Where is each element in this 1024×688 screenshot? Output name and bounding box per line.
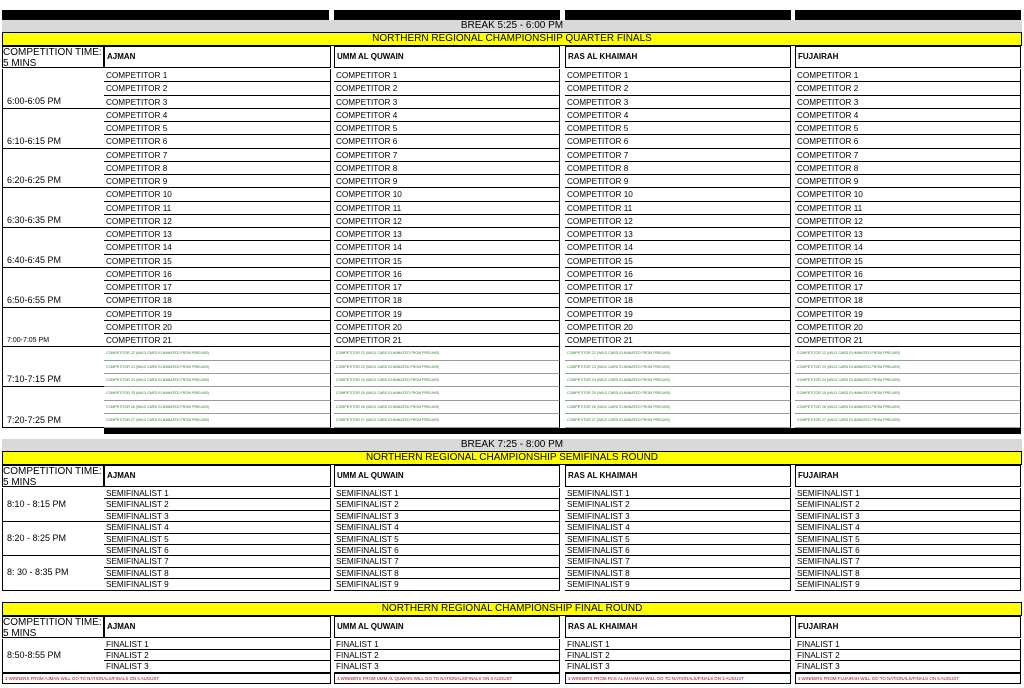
wildcard-competitor-cell: COMPETITOR 24 (WILD CARD ELIMINATED FROM PRELIMS): [334, 374, 560, 387]
time-slot-label: 6:10-6:15 PM: [7, 135, 62, 146]
top-bar: [334, 10, 560, 20]
semifinalist-cell: SEMIFINALIST 2: [104, 499, 331, 510]
semifinalist-cell: SEMIFINALIST 8: [104, 568, 331, 579]
finalist-cell: FINALIST 2: [795, 650, 1021, 661]
venue-header-qf-2: RAS AL KHAIMAH: [565, 46, 791, 68]
top-bar: [2, 10, 329, 20]
semifinalist-cell: SEMIFINALIST 3: [565, 511, 791, 522]
quarter-bottom-bar: [104, 428, 1021, 434]
semifinalist-cell: SEMIFINALIST 1: [565, 488, 791, 499]
time-slot-quarter: [2, 109, 104, 149]
competitor-cell: COMPETITOR 20: [795, 321, 1021, 334]
section-title-final: NORTHERN REGIONAL CHAMPIONSHIP FINAL ROUND: [2, 602, 1022, 616]
finalist-cell: FINALIST 1: [565, 639, 791, 650]
semifinalist-cell: SEMIFINALIST 4: [104, 522, 331, 533]
competitor-cell: COMPETITOR 5: [104, 122, 331, 135]
competitor-cell: COMPETITOR 7: [795, 149, 1021, 162]
time-slot-label: 6:00-6:05 PM: [7, 95, 62, 106]
competitor-cell: COMPETITOR 10: [565, 188, 791, 201]
semifinalist-cell: SEMIFINALIST 6: [795, 545, 1021, 556]
finalist-cell: FINALIST 1: [795, 639, 1021, 650]
semifinalist-cell: SEMIFINALIST 2: [565, 499, 791, 510]
competitor-cell: COMPETITOR 19: [565, 308, 791, 321]
competitor-cell: COMPETITOR 10: [795, 188, 1021, 201]
competitor-cell: COMPETITOR 6: [565, 135, 791, 148]
time-slot-label: 6:40-6:45 PM: [7, 254, 62, 265]
nationals-note: 3 WINNERS FROM RAS AL KHAIMAH WILL GO TO NATIONALS/FINALS ON 3 AUGUST: [565, 673, 791, 684]
competition-time-value: 5 MINS: [3, 628, 37, 638]
competitor-cell: COMPETITOR 21: [334, 334, 560, 347]
time-slot-quarter: [2, 149, 104, 189]
competitor-cell: COMPETITOR 9: [795, 175, 1021, 188]
semifinalist-cell: SEMIFINALIST 7: [795, 556, 1021, 567]
competitor-cell: COMPETITOR 6: [795, 135, 1021, 148]
time-slot-semi: [2, 522, 104, 556]
semifinalist-cell: SEMIFINALIST 2: [795, 499, 1021, 510]
competitor-cell: COMPETITOR 17: [104, 281, 331, 294]
wildcard-competitor-cell: COMPETITOR 26 (WILD CARD ELIMINATED FROM PRELIMS): [334, 401, 560, 414]
competitor-cell: COMPETITOR 16: [795, 268, 1021, 281]
time-slot-label: 7:20-7:25 PM: [7, 414, 62, 425]
competition-time-value: 5 MINS: [3, 58, 37, 68]
time-slot-label: 7:00-7:05 PM: [7, 337, 50, 345]
semifinalist-cell: SEMIFINALIST 9: [565, 579, 791, 590]
semifinalist-cell: SEMIFINALIST 5: [565, 534, 791, 545]
venue-header-sf-1: UMM AL QUWAIN: [334, 465, 560, 487]
venue-header-sf-3: FUJAIRAH: [795, 465, 1021, 487]
competition-time-text: COMPETITION TIME:: [3, 617, 102, 628]
wildcard-competitor-cell: COMPETITOR 23 (WILD CARD ELIMINATED FROM PRELIMS): [104, 361, 331, 374]
wildcard-competitor-cell: COMPETITOR 25 (WILD CARD ELIMINATED FROM PRELIMS): [104, 387, 331, 400]
semifinalist-cell: SEMIFINALIST 4: [334, 522, 560, 533]
wildcard-competitor-cell: COMPETITOR 27 (WILD CARD ELIMINATED FROM PRELIMS): [334, 414, 560, 427]
competitor-cell: COMPETITOR 4: [565, 109, 791, 122]
competitor-cell: COMPETITOR 18: [104, 294, 331, 307]
competitor-cell: COMPETITOR 21: [565, 334, 791, 347]
wildcard-competitor-cell: COMPETITOR 26 (WILD CARD ELIMINATED FROM PRELIMS): [565, 401, 791, 414]
competitor-cell: COMPETITOR 7: [565, 149, 791, 162]
time-slot-label: 6:50-6:55 PM: [7, 294, 62, 305]
finalist-cell: FINALIST 2: [104, 650, 331, 661]
competitor-cell: COMPETITOR 3: [104, 96, 331, 109]
wildcard-competitor-cell: COMPETITOR 25 (WILD CARD ELIMINATED FROM PRELIMS): [565, 387, 791, 400]
finalist-cell: FINALIST 1: [104, 639, 331, 650]
competitor-cell: COMPETITOR 19: [104, 308, 331, 321]
competitor-cell: COMPETITOR 16: [334, 268, 560, 281]
semifinalist-cell: SEMIFINALIST 7: [104, 556, 331, 567]
competitor-cell: COMPETITOR 8: [334, 162, 560, 175]
wildcard-competitor-cell: COMPETITOR 25 (WILD CARD ELIMINATED FROM PRELIMS): [334, 387, 560, 400]
semifinalist-cell: SEMIFINALIST 4: [565, 522, 791, 533]
nationals-note: 3 WINNERS FROM UMM AL QUWAIN WILL GO TO NATIONALS/FINALS ON 3 AUGUST: [334, 673, 560, 684]
competitor-cell: COMPETITOR 15: [565, 255, 791, 268]
competitor-cell: COMPETITOR 17: [565, 281, 791, 294]
competitor-cell: COMPETITOR 12: [334, 215, 560, 228]
competitor-cell: COMPETITOR 2: [565, 82, 791, 95]
competitor-cell: COMPETITOR 21: [104, 334, 331, 347]
semifinalist-cell: SEMIFINALIST 3: [104, 511, 331, 522]
competitor-cell: COMPETITOR 5: [565, 122, 791, 135]
time-slot-final: [2, 639, 104, 673]
competitor-cell: COMPETITOR 4: [104, 109, 331, 122]
wildcard-competitor-cell: COMPETITOR 22 (WILD CARD ELIMINATED FROM PRELIMS): [795, 347, 1021, 360]
time-slot-label: 6:20-6:25 PM: [7, 175, 62, 186]
competitor-cell: COMPETITOR 6: [104, 135, 331, 148]
competitor-cell: COMPETITOR 4: [334, 109, 560, 122]
time-slot-quarter: [2, 69, 104, 109]
wildcard-competitor-cell: COMPETITOR 25 (WILD CARD ELIMINATED FROM PRELIMS): [795, 387, 1021, 400]
competitor-cell: COMPETITOR 17: [795, 281, 1021, 294]
semifinalist-cell: SEMIFINALIST 1: [104, 488, 331, 499]
semifinalist-cell: SEMIFINALIST 8: [334, 568, 560, 579]
competitor-cell: COMPETITOR 15: [795, 255, 1021, 268]
competitor-cell: COMPETITOR 2: [795, 82, 1021, 95]
competitor-cell: COMPETITOR 12: [795, 215, 1021, 228]
top-bar: [795, 10, 1021, 20]
wildcard-competitor-cell: COMPETITOR 27 (WILD CARD ELIMINATED FROM PRELIMS): [104, 414, 331, 427]
competition-time-value: 5 MINS: [3, 477, 37, 487]
competitor-cell: COMPETITOR 3: [565, 96, 791, 109]
competitor-cell: COMPETITOR 18: [795, 294, 1021, 307]
section-title-quarter-finals: NORTHERN REGIONAL CHAMPIONSHIP QUARTER FINALS: [2, 32, 1022, 46]
time-slot-label: 8:10 - 8:15 PM: [7, 499, 67, 509]
finalist-cell: FINALIST 3: [104, 661, 331, 672]
wildcard-competitor-cell: COMPETITOR 22 (WILD CARD ELIMINATED FROM PRELIMS): [334, 347, 560, 360]
semifinalist-cell: SEMIFINALIST 4: [795, 522, 1021, 533]
semifinalist-cell: SEMIFINALIST 6: [334, 545, 560, 556]
venue-header-qf-1: UMM AL QUWAIN: [334, 46, 560, 68]
competition-time-label: [2, 465, 104, 487]
competitor-cell: COMPETITOR 20: [334, 321, 560, 334]
competitor-cell: COMPETITOR 14: [104, 241, 331, 254]
semifinalist-cell: SEMIFINALIST 9: [104, 579, 331, 590]
competitor-cell: COMPETITOR 9: [565, 175, 791, 188]
semifinalist-cell: SEMIFINALIST 8: [795, 568, 1021, 579]
competitor-cell: COMPETITOR 19: [334, 308, 560, 321]
finalist-cell: FINALIST 3: [795, 661, 1021, 672]
venue-header-fn-0: AJMAN: [104, 616, 331, 638]
semifinalist-cell: SEMIFINALIST 1: [334, 488, 560, 499]
venue-header-sf-2: RAS AL KHAIMAH: [565, 465, 791, 487]
finalist-cell: FINALIST 2: [334, 650, 560, 661]
time-slot-label: 8: 30 - 8:35 PM: [7, 567, 69, 578]
venue-header-fn-3: FUJAIRAH: [795, 616, 1021, 638]
semifinalist-cell: SEMIFINALIST 5: [334, 534, 560, 545]
semifinalist-cell: SEMIFINALIST 9: [795, 579, 1021, 590]
competitor-cell: COMPETITOR 3: [795, 96, 1021, 109]
competitor-cell: COMPETITOR 7: [334, 149, 560, 162]
competitor-cell: COMPETITOR 20: [565, 321, 791, 334]
competitor-cell: COMPETITOR 15: [334, 255, 560, 268]
competitor-cell: COMPETITOR 1: [795, 69, 1021, 82]
competitor-cell: COMPETITOR 8: [104, 162, 331, 175]
break-banner: BREAK 5:25 - 6:00 PM: [2, 20, 1022, 32]
competitor-cell: COMPETITOR 6: [334, 135, 560, 148]
competitor-cell: COMPETITOR 7: [104, 149, 331, 162]
competitor-cell: COMPETITOR 19: [795, 308, 1021, 321]
venue-header-qf-0: AJMAN: [104, 46, 331, 68]
competitor-cell: COMPETITOR 5: [795, 122, 1021, 135]
semifinalist-cell: SEMIFINALIST 6: [565, 545, 791, 556]
competitor-cell: COMPETITOR 12: [104, 215, 331, 228]
wildcard-competitor-cell: COMPETITOR 22 (WILD CARD ELIMINATED FROM PRELIMS): [565, 347, 791, 360]
competitor-cell: COMPETITOR 9: [104, 175, 331, 188]
competitor-cell: COMPETITOR 1: [104, 69, 331, 82]
nationals-note: 3 WINNERS FROM FUJAIRAH WILL GO TO NATIONALS/FINALS ON 3 AUGUST: [795, 673, 1021, 684]
competitor-cell: COMPETITOR 13: [334, 228, 560, 241]
time-slot-semi: [2, 488, 104, 522]
time-slot-label: 8:50-8:55 PM: [7, 650, 62, 660]
competitor-cell: COMPETITOR 2: [104, 82, 331, 95]
semifinalist-cell: SEMIFINALIST 5: [795, 534, 1021, 545]
semifinalist-cell: SEMIFINALIST 2: [334, 499, 560, 510]
competitor-cell: COMPETITOR 17: [334, 281, 560, 294]
competitor-cell: COMPETITOR 5: [334, 122, 560, 135]
competition-time-label: [2, 616, 104, 638]
nationals-note: 3 WINNERS FROM AJMAN WILL GO TO NATIONALS/FINALS ON 3 AUGUST: [2, 673, 331, 684]
wildcard-competitor-cell: COMPETITOR 24 (WILD CARD ELIMINATED FROM PRELIMS): [795, 374, 1021, 387]
time-slot-quarter: [2, 228, 104, 268]
semifinalist-cell: SEMIFINALIST 1: [795, 488, 1021, 499]
competition-time-label: [2, 46, 104, 68]
time-slot-label: 8:20 - 8:25 PM: [7, 533, 67, 544]
competitor-cell: COMPETITOR 1: [334, 69, 560, 82]
competitor-cell: COMPETITOR 14: [334, 241, 560, 254]
competitor-cell: COMPETITOR 18: [565, 294, 791, 307]
wildcard-competitor-cell: COMPETITOR 26 (WILD CARD ELIMINATED FROM PRELIMS): [795, 401, 1021, 414]
time-slot-quarter: [2, 268, 104, 308]
competitor-cell: COMPETITOR 3: [334, 96, 560, 109]
competitor-cell: COMPETITOR 9: [334, 175, 560, 188]
competitor-cell: COMPETITOR 13: [565, 228, 791, 241]
wildcard-competitor-cell: COMPETITOR 24 (WILD CARD ELIMINATED FROM PRELIMS): [104, 374, 331, 387]
competitor-cell: COMPETITOR 14: [795, 241, 1021, 254]
competitor-cell: COMPETITOR 4: [795, 109, 1021, 122]
competitor-cell: COMPETITOR 13: [104, 228, 331, 241]
semifinalist-cell: SEMIFINALIST 8: [565, 568, 791, 579]
wildcard-competitor-cell: COMPETITOR 23 (WILD CARD ELIMINATED FROM PRELIMS): [334, 361, 560, 374]
semifinalist-cell: SEMIFINALIST 6: [104, 545, 331, 556]
wildcard-competitor-cell: COMPETITOR 23 (WILD CARD ELIMINATED FROM PRELIMS): [565, 361, 791, 374]
wildcard-competitor-cell: COMPETITOR 26 (WILD CARD ELIMINATED FROM PRELIMS): [104, 401, 331, 414]
competitor-cell: COMPETITOR 11: [334, 202, 560, 215]
semifinalist-cell: SEMIFINALIST 9: [334, 579, 560, 590]
time-slot-label: 6:30-6:35 PM: [7, 215, 62, 225]
time-slot-quarter: [2, 387, 104, 427]
semifinalist-cell: SEMIFINALIST 5: [104, 534, 331, 545]
competitor-cell: COMPETITOR 15: [104, 255, 331, 268]
top-bar: [565, 10, 791, 20]
competitor-cell: COMPETITOR 13: [795, 228, 1021, 241]
competition-time-text: COMPETITION TIME:: [3, 47, 102, 58]
time-slot-label: 7:10-7:15 PM: [7, 374, 62, 385]
time-slot-semi: [2, 556, 104, 590]
semifinalist-cell: SEMIFINALIST 3: [334, 511, 560, 522]
competitor-cell: COMPETITOR 11: [104, 202, 331, 215]
time-slot-quarter: [2, 308, 104, 348]
competition-time-text: COMPETITION TIME:: [3, 466, 102, 477]
wildcard-competitor-cell: COMPETITOR 24 (WILD CARD ELIMINATED FROM PRELIMS): [565, 374, 791, 387]
competitor-cell: COMPETITOR 1: [565, 69, 791, 82]
venue-header-qf-3: FUJAIRAH: [795, 46, 1021, 68]
competitor-cell: COMPETITOR 8: [795, 162, 1021, 175]
competitor-cell: COMPETITOR 14: [565, 241, 791, 254]
competitor-cell: COMPETITOR 2: [334, 82, 560, 95]
venue-header-fn-1: UMM AL QUWAIN: [334, 616, 560, 638]
finalist-cell: FINALIST 2: [565, 650, 791, 661]
competitor-cell: COMPETITOR 21: [795, 334, 1021, 347]
semifinalist-cell: SEMIFINALIST 3: [795, 511, 1021, 522]
finalist-cell: FINALIST 1: [334, 639, 560, 650]
venue-header-sf-0: AJMAN: [104, 465, 331, 487]
competitor-cell: COMPETITOR 18: [334, 294, 560, 307]
time-slot-quarter: [2, 188, 104, 228]
competitor-cell: COMPETITOR 16: [565, 268, 791, 281]
competitor-cell: COMPETITOR 8: [565, 162, 791, 175]
competitor-cell: COMPETITOR 12: [565, 215, 791, 228]
time-slot-quarter: [2, 347, 104, 387]
section-title-semifinals: NORTHERN REGIONAL CHAMPIONSHIP SEMIFINALS ROUND: [2, 451, 1022, 465]
venue-header-fn-2: RAS AL KHAIMAH: [565, 616, 791, 638]
wildcard-competitor-cell: COMPETITOR 22 (WILD CARD ELIMINATED FROM PRELIMS): [104, 347, 331, 360]
semifinalist-cell: SEMIFINALIST 7: [334, 556, 560, 567]
competitor-cell: COMPETITOR 10: [334, 188, 560, 201]
wildcard-competitor-cell: COMPETITOR 27 (WILD CARD ELIMINATED FROM PRELIMS): [565, 414, 791, 427]
finalist-cell: FINALIST 3: [334, 661, 560, 672]
competitor-cell: COMPETITOR 20: [104, 321, 331, 334]
competitor-cell: COMPETITOR 11: [795, 202, 1021, 215]
break-banner: BREAK 7:25 - 8:00 PM: [2, 439, 1022, 451]
competitor-cell: COMPETITOR 16: [104, 268, 331, 281]
finalist-cell: FINALIST 3: [565, 661, 791, 672]
semifinalist-cell: SEMIFINALIST 7: [565, 556, 791, 567]
wildcard-competitor-cell: COMPETITOR 27 (WILD CARD ELIMINATED FROM PRELIMS): [795, 414, 1021, 427]
competitor-cell: COMPETITOR 10: [104, 188, 331, 201]
wildcard-competitor-cell: COMPETITOR 23 (WILD CARD ELIMINATED FROM PRELIMS): [795, 361, 1021, 374]
competitor-cell: COMPETITOR 11: [565, 202, 791, 215]
